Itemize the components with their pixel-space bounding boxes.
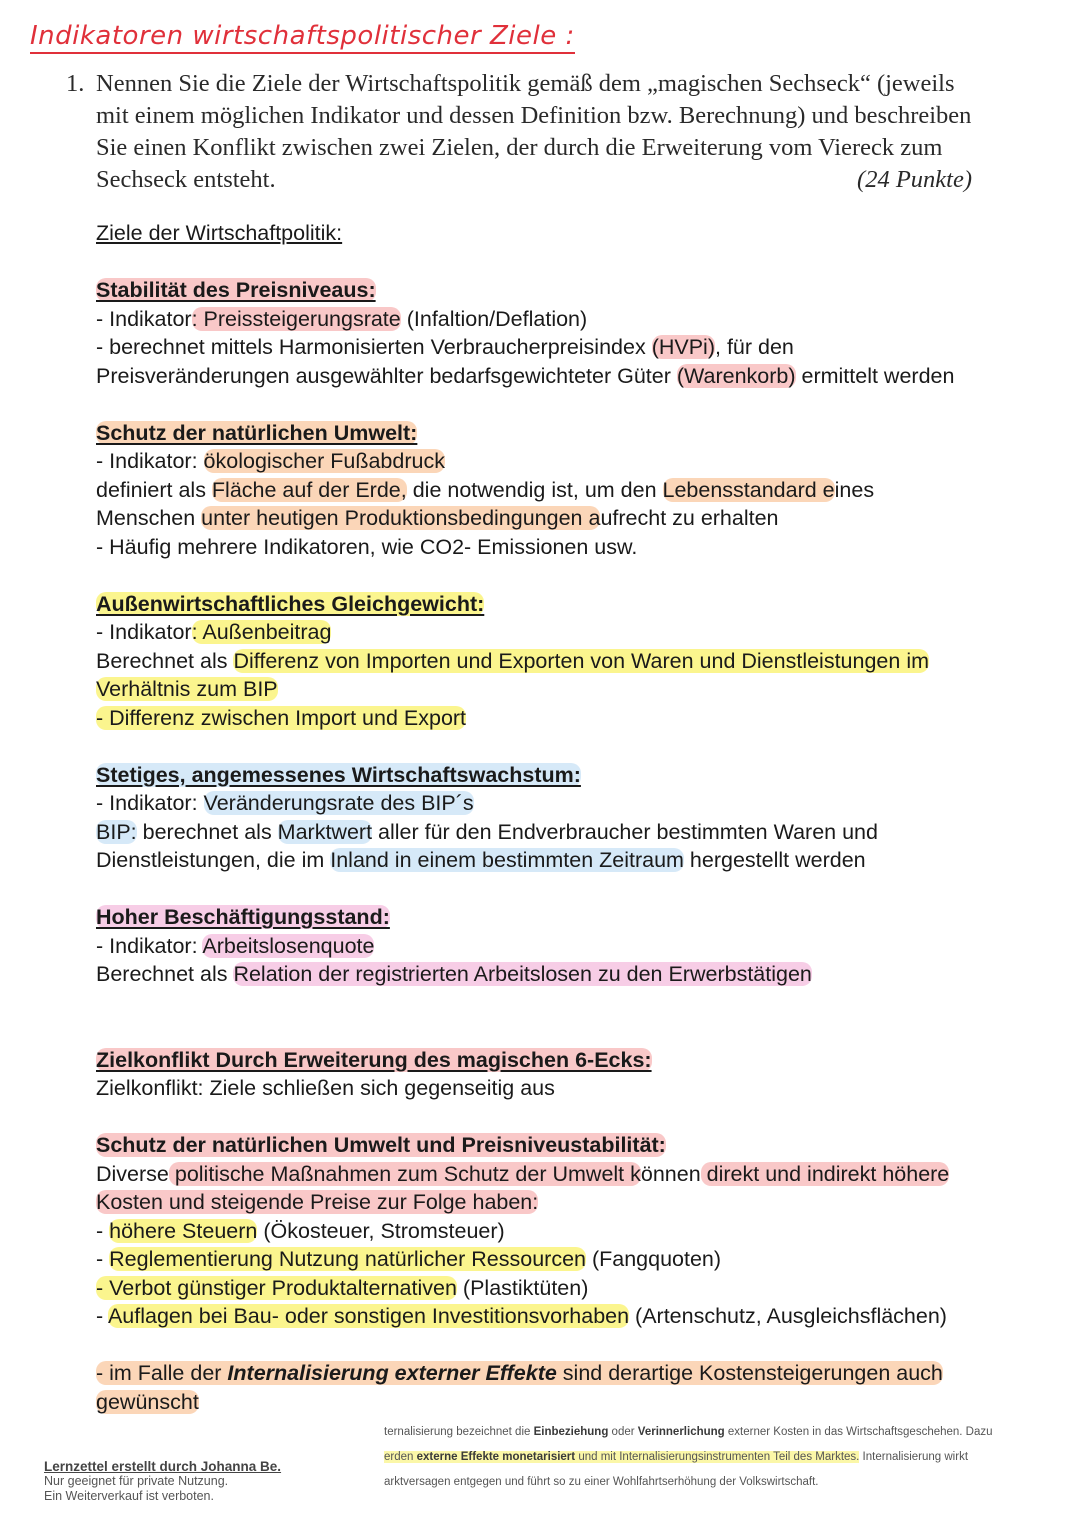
conflict-bullet (96, 1217, 1061, 1246)
task-number: 1. (66, 70, 85, 97)
text: externer Kosten in das Wirtschaftsgeschehen. Dazu (724, 1426, 993, 1438)
goal-line (96, 504, 1061, 533)
conflict-bullet (96, 1274, 1061, 1303)
conflict-subheading: Schutz der natürlichen Umwelt und Preisniveustabilität: (96, 1133, 666, 1157)
conflict-note (96, 1388, 1061, 1417)
highlight: - Verbot günstiger Produktalternativen (96, 1275, 457, 1300)
goal-price-stability (96, 276, 1061, 305)
text: sind derartige Kostensteigerungen auch (556, 1361, 943, 1385)
goal-line (96, 333, 1061, 362)
highlight: politische Maßnahmen zum Schutz der Umwelt k (168, 1161, 641, 1186)
highlight: : Preissteigerungsrate (191, 306, 401, 331)
goal-line (96, 846, 1061, 875)
text: ermittelt werden (795, 363, 955, 388)
text: Preisveränderungen ausgewählter bedarfsgewichteter Güter (96, 363, 677, 388)
conflict-definition: Zielkonflikt: Ziele schließen sich gegenseitig aus (96, 1076, 555, 1100)
highlight: Arbeitslosenquote (202, 933, 375, 958)
goal-employment (96, 903, 1061, 932)
text: - im Falle der (96, 1361, 228, 1385)
text: definiert als (96, 477, 212, 502)
footer-author: Lernzettel erstellt durch Johanna Be. (44, 1459, 282, 1474)
goal-line (96, 818, 1061, 847)
goal-line (96, 932, 1061, 961)
text: , für den (715, 335, 794, 359)
conflict-subsection (96, 1131, 1061, 1160)
text: - Indikator: (96, 933, 203, 958)
goal-heading: Außenwirtschaftliches Gleichgewicht: (96, 591, 485, 616)
highlight: (Warenkorb) (676, 363, 796, 388)
goal-growth (96, 761, 1061, 790)
footer-note: Ein Weiterverkauf ist verboten. (44, 1489, 214, 1503)
internalization-excerpt (384, 1420, 1024, 1495)
conflict-bullet (96, 1245, 1061, 1274)
conflict-line (96, 1188, 1061, 1217)
section-heading: Ziele der Wirtschaftpolitik: (96, 221, 343, 245)
goal-line (96, 305, 1061, 334)
highlight: Lebensstandard e (662, 477, 835, 502)
highlight: Verhältnis zum BIP (96, 677, 278, 701)
highlight: Auflagen bei Bau- oder sonstigen Investitionsvorhaben (107, 1304, 630, 1328)
emphasis: Verinnerlichung (637, 1426, 725, 1438)
task-points: (24 Punkte) (857, 166, 972, 193)
goal-line: - Häufig mehrere Indikatoren, wie CO2- Emissionen usw. (96, 534, 638, 559)
text: önnen (640, 1161, 701, 1186)
text: ines (834, 477, 875, 502)
conflict-note (96, 1359, 1061, 1388)
goal-heading: Stabilität des Preisniveaus: (96, 278, 376, 302)
task-line: Nennen Sie die Ziele der Wirtschaftspolitik gemäß dem „magischen Sechseck“ (jeweils (96, 70, 955, 97)
conflict-line (96, 1160, 1061, 1189)
goal-environment (96, 419, 1061, 448)
conflict-heading: Zielkonflikt Durch Erweiterung des magischen 6-Ecks: (96, 1047, 652, 1072)
conflict-bullet (96, 1302, 1061, 1331)
emphasis: Internalisierung externer Effekte (227, 1361, 557, 1385)
text: ufrecht zu erhalten (600, 506, 779, 530)
highlight: ökologischer Fußabdruck (203, 449, 445, 473)
text: - berechnet mittels Harmonisierten Verbraucherpreisindex (96, 335, 652, 359)
text: Dienstleistungen, die im (96, 848, 331, 872)
goal-heading: Stetiges, angemessenes Wirtschaftswachstum: (96, 762, 581, 787)
highlight: Marktwert (277, 819, 373, 844)
text: - (96, 1304, 108, 1328)
goal-external-balance (96, 590, 1061, 619)
text: Diverse (96, 1161, 169, 1186)
goal-heading: Schutz der natürlichen Umwelt: (96, 420, 418, 445)
text: (Plastiktüten) (456, 1275, 589, 1300)
highlight: - Differenz zwischen Import und Export (96, 705, 467, 730)
highlight: Inland in einem bestimmten Zeitraum (330, 848, 684, 872)
text: ternalisierung bezeichnet die (384, 1426, 534, 1438)
text: - Indikator (96, 620, 192, 644)
excerpt-line (384, 1445, 1024, 1470)
task-text (96, 68, 976, 196)
goal-heading: Hoher Beschäftigungsstand: (96, 905, 390, 929)
conflict-section (96, 1046, 1061, 1075)
text: Berechnet als (96, 648, 234, 673)
highlight: unter heutigen Produktionsbedingungen a (201, 506, 601, 530)
task-line: mit einem möglichen Indikator und dessen Definition bzw. Berechnung) und beschreiben (96, 102, 972, 129)
text: Berechnet als (96, 962, 234, 986)
highlight: direkt und indirekt höhere (700, 1161, 950, 1186)
footer-note: Nur geeignet für private Nutzung. (44, 1474, 229, 1488)
highlight: BIP: (96, 819, 137, 844)
text: (Infaltion/Deflation) (400, 306, 588, 331)
text: (Artenschutz, Ausgleichsflächen) (629, 1304, 947, 1328)
goal-line (96, 362, 1061, 391)
text: Internalisierung wirkt (859, 1451, 969, 1463)
text: - Indikator: (96, 449, 204, 473)
goal-line (96, 618, 1061, 647)
highlight: höhere Steuern (109, 1218, 258, 1243)
excerpt-line: arktversagen entgegen und führt so zu einer Wohlfahrtserhöhung der Volkswirtschaft. (384, 1476, 819, 1488)
text: oder (608, 1426, 638, 1438)
highlight: Kosten und steigende Preise zur Folge haben: (96, 1190, 539, 1214)
highlight: Veränderungsrate des BIP´s (203, 791, 474, 815)
highlight: Reglementierung Nutzung natürlicher Ressourcen (109, 1247, 586, 1271)
page-title: Indikatoren wirtschaftspolitischer Ziele : (30, 22, 575, 54)
highlight: : Außenbeitrag (191, 620, 332, 644)
text: und mit Internalisierungsinstrumenten Teil des Marktes. (575, 1451, 860, 1463)
emphasis: externe Effekte monetarisiert (416, 1451, 576, 1463)
text: - Indikator: (96, 791, 204, 815)
footer (44, 1459, 281, 1504)
highlight: Fläche auf der Erde, (211, 477, 407, 502)
highlight: gewünscht (96, 1389, 199, 1414)
goal-line (96, 447, 1061, 476)
goal-line (96, 647, 1061, 676)
highlight: Relation der registrierten Arbeitslosen zu den Erwerbstätigen (233, 962, 812, 986)
text: - (96, 1218, 110, 1243)
text: aller für den Endverbraucher bestimmten Waren und (372, 819, 878, 844)
text: hergestellt werden (683, 848, 866, 872)
goal-line (96, 789, 1061, 818)
text: - Indikator (96, 306, 192, 331)
excerpt-line (384, 1420, 1024, 1445)
goal-line (96, 960, 1061, 989)
text: Menschen (96, 506, 202, 530)
goal-line (96, 704, 1061, 733)
task-line: Sie einen Konflikt zwischen zwei Zielen, der durch die Erweiterung vom Viereck zum (96, 134, 943, 161)
text: berechnet als (136, 819, 278, 844)
emphasis: Einbeziehung (533, 1426, 609, 1438)
text: (Fangquoten) (585, 1247, 722, 1271)
task-prompt (66, 68, 976, 196)
text: - (96, 1247, 110, 1271)
task-line: Sechseck entsteht. (96, 166, 276, 193)
text: erden (384, 1451, 417, 1463)
notes-content (96, 219, 1061, 1416)
goal-line (96, 476, 1061, 505)
text: die notwendig ist, um den (406, 477, 663, 502)
highlight: (HVPi) (651, 335, 715, 359)
goal-line (96, 675, 1061, 704)
highlight: Differenz von Importen und Exporten von Waren und Dienstleistungen im (233, 648, 930, 673)
text: (Ökosteuer, Stromsteuer) (257, 1218, 505, 1243)
